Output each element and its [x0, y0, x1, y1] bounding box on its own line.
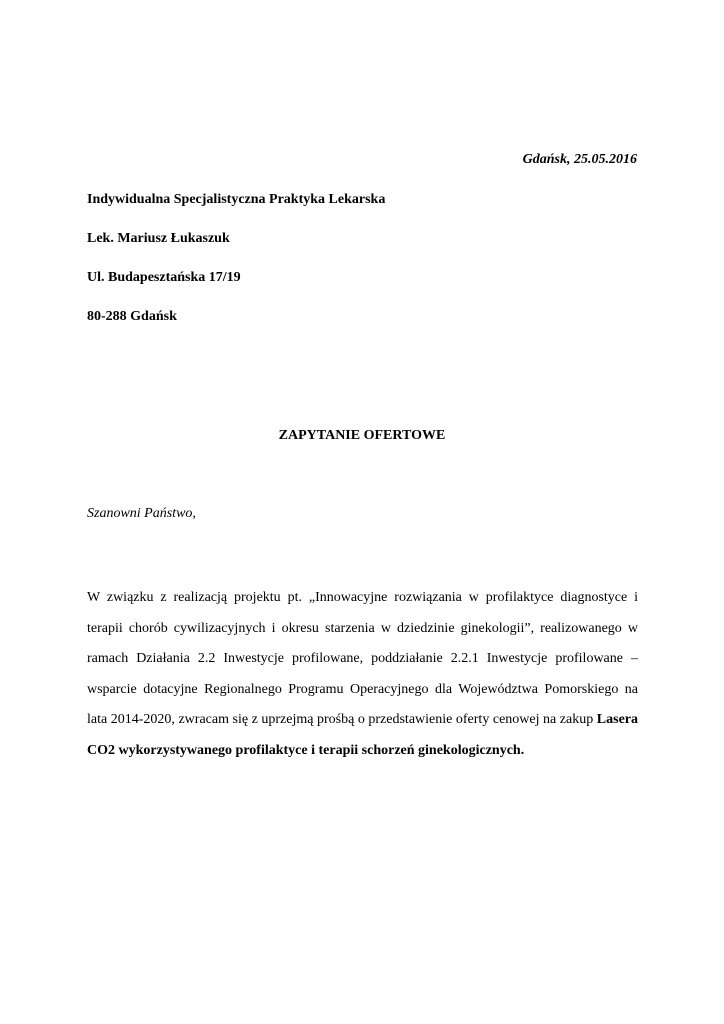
- sender-postal-city: 80-288 Gdańsk: [87, 309, 177, 324]
- sender-doctor-name: Lek. Mariusz Łukaszuk: [87, 231, 230, 246]
- document-title: ZAPYTANIE OFERTOWE: [278, 428, 446, 443]
- body-emphasis: Lasera CO2 wykorzystywanego profilaktyce i terapii schorzeń ginekologicznych.: [87, 712, 638, 758]
- salutation: Szanowni Państwo,: [87, 506, 196, 521]
- date-place: Gdańsk, 25.05.2016: [522, 152, 637, 167]
- body-paragraph: [87, 583, 638, 766]
- sender-street-address: Ul. Budapesztańska 17/19: [87, 270, 241, 285]
- body-text: W związku z realizacją projektu pt. „Innowacyjne rozwiązania w profilaktyce diagnostyce i terapii chorób cywilizacyjnych i okresu starzenia w dziedzinie ginekologii”, realizowanego w ramach Działania 2.2 Inwestycje profilowane, poddziałanie 2.2.1 Inwestycje profilowane – wsparcie dotacyjne Regionalnego Programu Operacyjnego dla Województwa Pomorskiego na lata 2014-2020, zwracam się z uprzejmą prośbą o przedstawienie oferty cenowej na zakup: [87, 590, 638, 727]
- sender-practice-name: Indywidualna Specjalistyczna Praktyka Lekarska: [87, 192, 386, 207]
